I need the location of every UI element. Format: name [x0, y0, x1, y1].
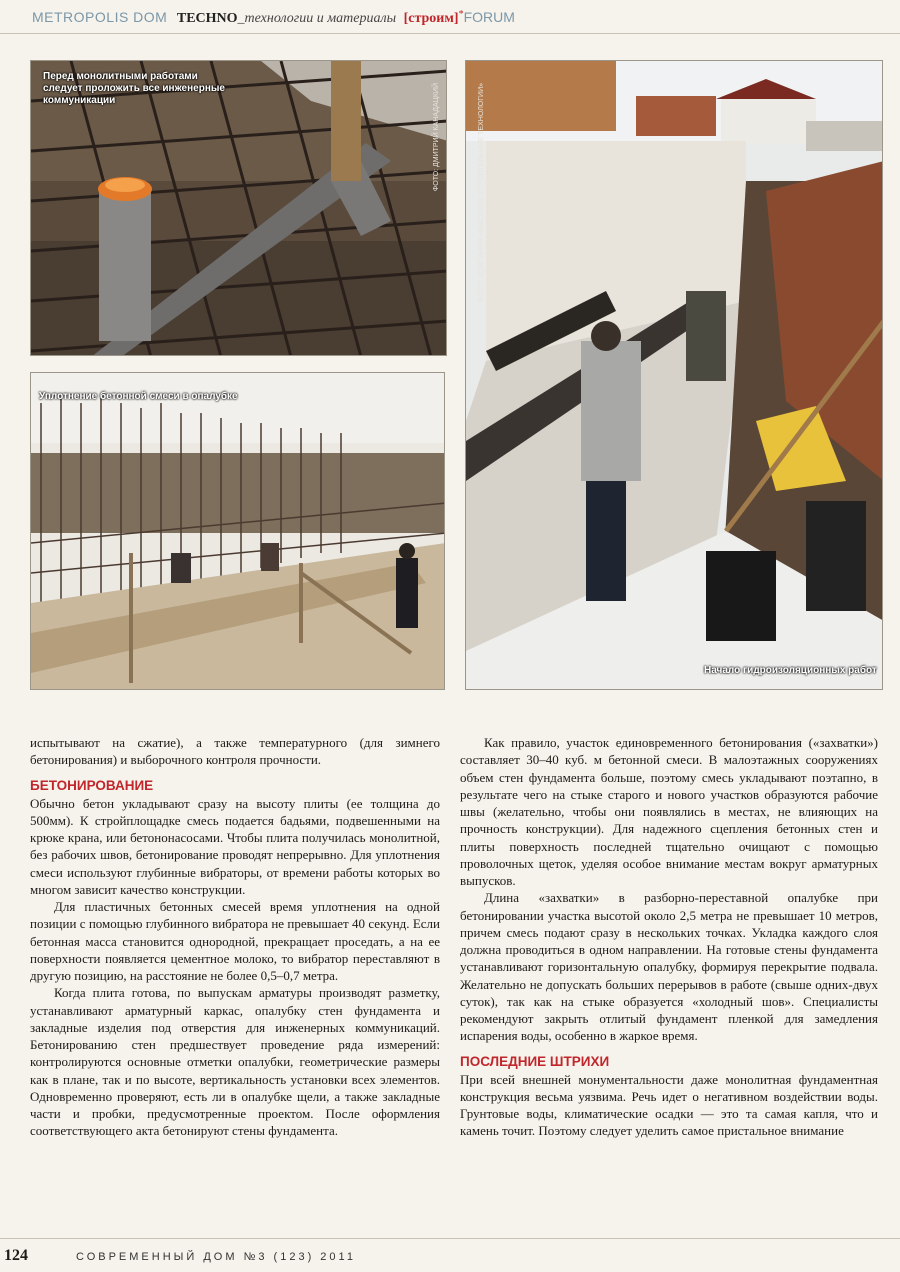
photo-waterproofing-credit: ФОТО: КОМПАНИЯ «ВЫСОКИЕ СТРОИТЕЛЬНЫЕ ТЕХНОЛОГИИ»	[478, 83, 485, 302]
magazine-title: СОВРЕМЕННЫЙ ДОМ №3 (123) 2011	[76, 1251, 356, 1263]
photo-waterproofing	[465, 60, 883, 690]
header-run	[32, 9, 515, 27]
photo-utilities	[30, 60, 447, 356]
header-forum: FORUM	[463, 9, 515, 25]
right-paragraph-2: Длина «захватки» в разборно-переставной опалубке при бетонировании участка высотой около 2,5 метра не превышает 10 метров, причем смесь подают сразу в нескольких точках. Укладка каждого слоя должна проводиться в одном направлении. На готовые стены фундамента устанавливают горизонтальную опалубку, формируя перекрытие подвала. Желательно не допускать больших перерывов в работе (свыше одних-двух суток), так как на стыке образуется «холодный шов». Специалисты рекомендуют закрыть отлитый фундамент пленкой для замедления испарения воды, особенно в жаркое время.	[460, 890, 878, 1044]
left-column	[30, 734, 440, 1140]
header-techno: TECHNO	[176, 11, 238, 26]
photo-waterproofing-caption: Начало гидроизоляционных работ	[704, 665, 877, 676]
photo-utilities-caption: Перед монолитными работами следует проложить все инженерные коммуникации	[43, 71, 225, 106]
section-heading-concreting: БЕТОНИРОВАНИЕ	[30, 777, 154, 793]
right-paragraph-3: При всей внешней монументальности даже монолитная фундаментная конструкция весьма уязвима. Речь идет о негативном воздействии воды. Грунтовые воды, климатические осадки — это та самая капля, что и камень точит. Поэтому следует уделить самое пристальное внимание	[460, 1071, 878, 1139]
header-stroim: [строим]	[403, 11, 459, 26]
photo-utilities-credit: ФОТО: ДМИТРИЙ КАНАДАЦКИЙ	[433, 83, 440, 192]
right-column	[460, 734, 878, 1140]
page-header	[0, 0, 900, 34]
header-brand: METROPOLIS DOM	[32, 9, 168, 25]
photo-compaction-caption: Уплотнение бетонной смеси в опалубке	[39, 391, 238, 402]
photo-compaction	[30, 372, 445, 690]
page-footer	[0, 1238, 900, 1272]
header-subtitle: _технологии и материалы	[237, 11, 397, 26]
left-paragraph-3: Когда плита готова, по выпускам арматуры производят разметку, устанавливают арматурный каркас, опалубку стен фундамента и закладные изделия под отверстия для инженерных коммуникаций. Бетонированию стен предшествует проведение ряда измерений: контролируются основные отметки опалубки, геометрические размеры как в плане, так и по высоте, вертикальность установки всех элементов. Одновременно проверяют, есть ли в опалубке щели, а также закладные части и пробки, предусмотренные проектом. После оформления соответствующего акта бетонируют стены фундамента.	[30, 985, 440, 1139]
left-intro: испытывают на сжатие), а также температурного (для зимнего бетонирования) и выборочного контроля прочности.	[30, 735, 440, 768]
section-heading-final-touches: ПОСЛЕДНИЕ ШТРИХИ	[460, 1053, 610, 1069]
photo-compaction-image	[31, 373, 445, 690]
photo-waterproofing-image	[466, 61, 883, 690]
right-paragraph-1: Как правило, участок единовременного бетонирования («захватки») составляет 30–40 куб. м бетонной смеси. В малоэтажных сооружениях объем стен фундамента больше, поэтому смесь укладывают поэтапно, в результате чего на стыке старого и нового участков образуются рабочие швы (желательно, чтобы они появлялись в местах, не влияющих на прочность конструкции). Для надежного сцепления бетонных стен и плиты поверхность последней тщательно очищают с помощью проволочных щеток, уделяя особое внимание местам вокруг арматурных выпусков.	[460, 735, 878, 888]
page-number: 124	[4, 1247, 28, 1264]
left-paragraph-1: Обычно бетон укладывают сразу на высоту плиты (ее толщина до 500мм). К стройплощадке смесь подается бадьями, подвешенными на крюке крана, или бетононасосами. Чтобы плита получилась монолитной, без рабочих швов, бетонирование проводят непрерывно. Для уплотнения смеси используют глубинные вибраторы, от времени работы которых во многом зависит качество конструкции.	[30, 795, 440, 897]
left-paragraph-2: Для пластичных бетонных смесей время уплотнения на одной позиции с помощью глубинного вибратора не превышает 40 секунд. Если бетонная масса становится однородной, прекращает проседать, а на ее поверхности появляется цементное молоко, то вибратор переставляют в другую позицию, на расстояние не более 0,5–0,7 метра.	[30, 899, 440, 983]
header-star: *	[458, 9, 464, 20]
